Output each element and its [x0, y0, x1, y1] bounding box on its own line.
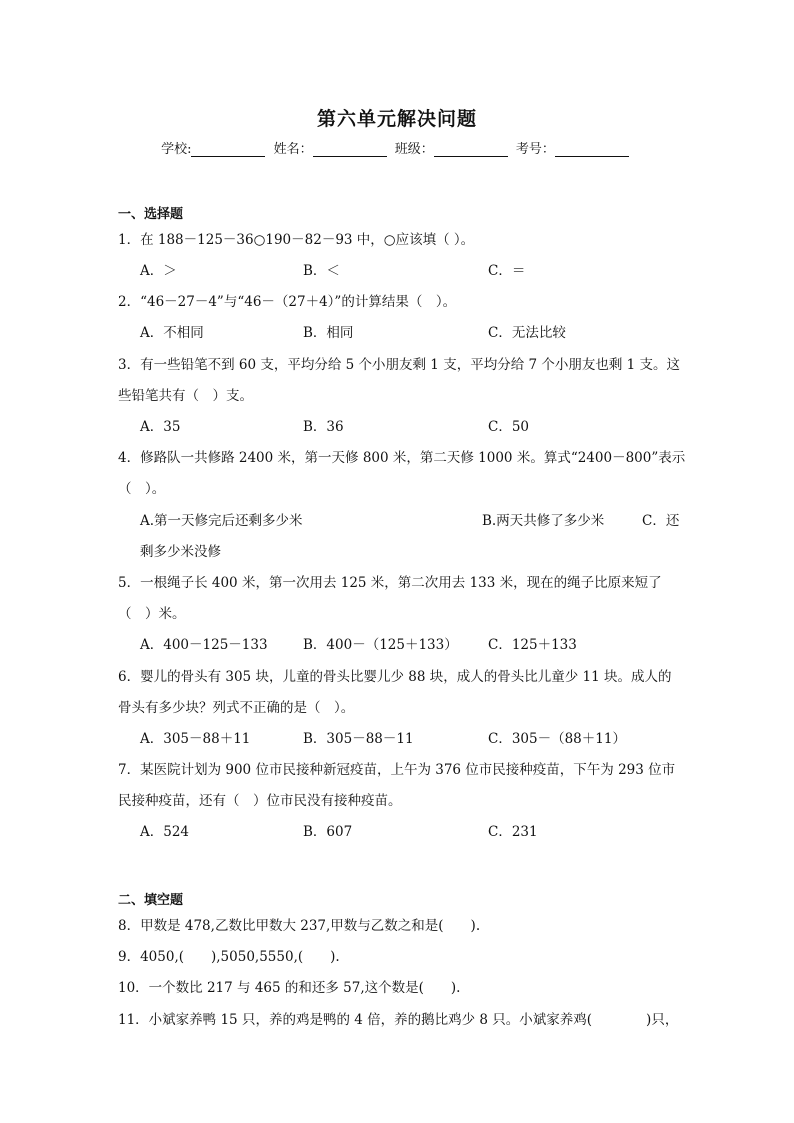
class-label: 班级： [394, 142, 434, 157]
question-1-option-a: A．＞ [140, 263, 177, 279]
question-2-option-c: C．无法比较 [488, 325, 566, 341]
question-5-stem-line-1: 5．一根绳子长 400 米，第一次用去 125 米，第二次用去 133 米，现在的绳子比原来短了 [118, 575, 662, 591]
question-7-option-a: A．524 [140, 824, 190, 840]
question-1-option-b: B．＜ [303, 263, 340, 279]
page-title: 第六单元解决问题 [316, 108, 477, 130]
section-heading-fill-blank: 二、填空题 [118, 893, 184, 908]
question-2-option-b: B．相同 [303, 325, 354, 341]
question-3-stem-line-2: 些铅笔共有（ ）支。 [118, 388, 253, 404]
question-4-stem-line-1: 4．修路队一共修路 2400 米，第一天修 800 米，第二天修 1000 米。算式“2400－800”表示 [118, 450, 686, 466]
question-4-option-c-continued: 剩多少米没修 [140, 544, 221, 560]
question-11: 11．小斌家养鸭 15 只，养的鸡是鸭的 4 倍，养的鹅比鸡少 8 只。小斌家养鸡( )只， [118, 1012, 679, 1028]
question-5-option-c: C．125＋133 [488, 637, 577, 653]
question-4-option-c: C．还 [642, 513, 680, 529]
section-heading-choice: 一、选择题 [118, 207, 184, 222]
question-7-stem-line-2: 民接种疫苗，还有（ ）位市民没有接种疫苗。 [118, 793, 402, 809]
question-6-option-c: C．305－（88＋11） [488, 731, 626, 747]
school-blank [191, 142, 265, 157]
question-10: 10．一个数比 217 与 465 的和还多 57,这个数是( ). [118, 980, 461, 996]
question-3-option-c: C．50 [488, 419, 530, 435]
question-6-stem-line-2: 骨头有多少块？列式不正确的是（ ）。 [118, 700, 355, 716]
school-label: 学校: [161, 142, 192, 157]
exam-number-label: 考号： [515, 142, 555, 157]
question-2-stem: 2．“46－27－4”与“46－（27＋4）”的计算结果（ ）。 [118, 294, 457, 310]
question-7-option-c: C．231 [488, 824, 538, 840]
question-4-stem-line-2: （ ）。 [118, 481, 166, 497]
question-3-option-a: A．35 [140, 419, 181, 435]
name-label: 姓名： [273, 142, 313, 157]
question-8: 8．甲数是 478,乙数比甲数大 237,甲数与乙数之和是( ). [118, 918, 481, 934]
question-5-stem-line-2: （ ）米。 [118, 606, 186, 622]
question-1-option-c: C．＝ [488, 263, 526, 279]
question-3-stem-line-1: 3．有一些铅笔不到 60 支，平均分给 5 个小朋友剩 1 支，平均分给 7 个小朋友也剩 1 支。这 [118, 357, 681, 373]
question-4-option-a: A.第一天修完后还剩多少米 [140, 513, 303, 529]
question-7-stem-line-1: 7．某医院计划为 900 位市民接种新冠疫苗，上午为 376 位市民接种疫苗，下午为 293 位市 [118, 762, 676, 778]
question-1-stem: 1．在 188－125－36○190－82－93 中，○应该填（ ）。 [118, 232, 475, 248]
question-6-stem-line-1: 6．婴儿的骨头有 305 块，儿童的骨头比婴儿少 88 块，成人的骨头比儿童少 11 块。成人的 [118, 669, 672, 685]
name-blank [313, 142, 387, 157]
question-6-option-b: B．305－88－11 [303, 731, 414, 747]
question-5-option-b: B．400－（125＋133） [303, 637, 458, 653]
question-6-option-a: A．305－88＋11 [140, 731, 251, 747]
question-5-option-a: A．400－125－133 [140, 637, 268, 653]
question-9: 9．4050,( ),5050,5550,( ). [118, 949, 340, 965]
question-3-option-b: B．36 [303, 419, 344, 435]
question-7-option-b: B．607 [303, 824, 353, 840]
class-blank [434, 142, 508, 157]
question-2-option-a: A．不相同 [140, 325, 204, 341]
student-info-row [0, 138, 794, 157]
question-4-option-b: B.两天共修了多少米 [482, 513, 605, 529]
exam-number-blank [555, 142, 629, 157]
